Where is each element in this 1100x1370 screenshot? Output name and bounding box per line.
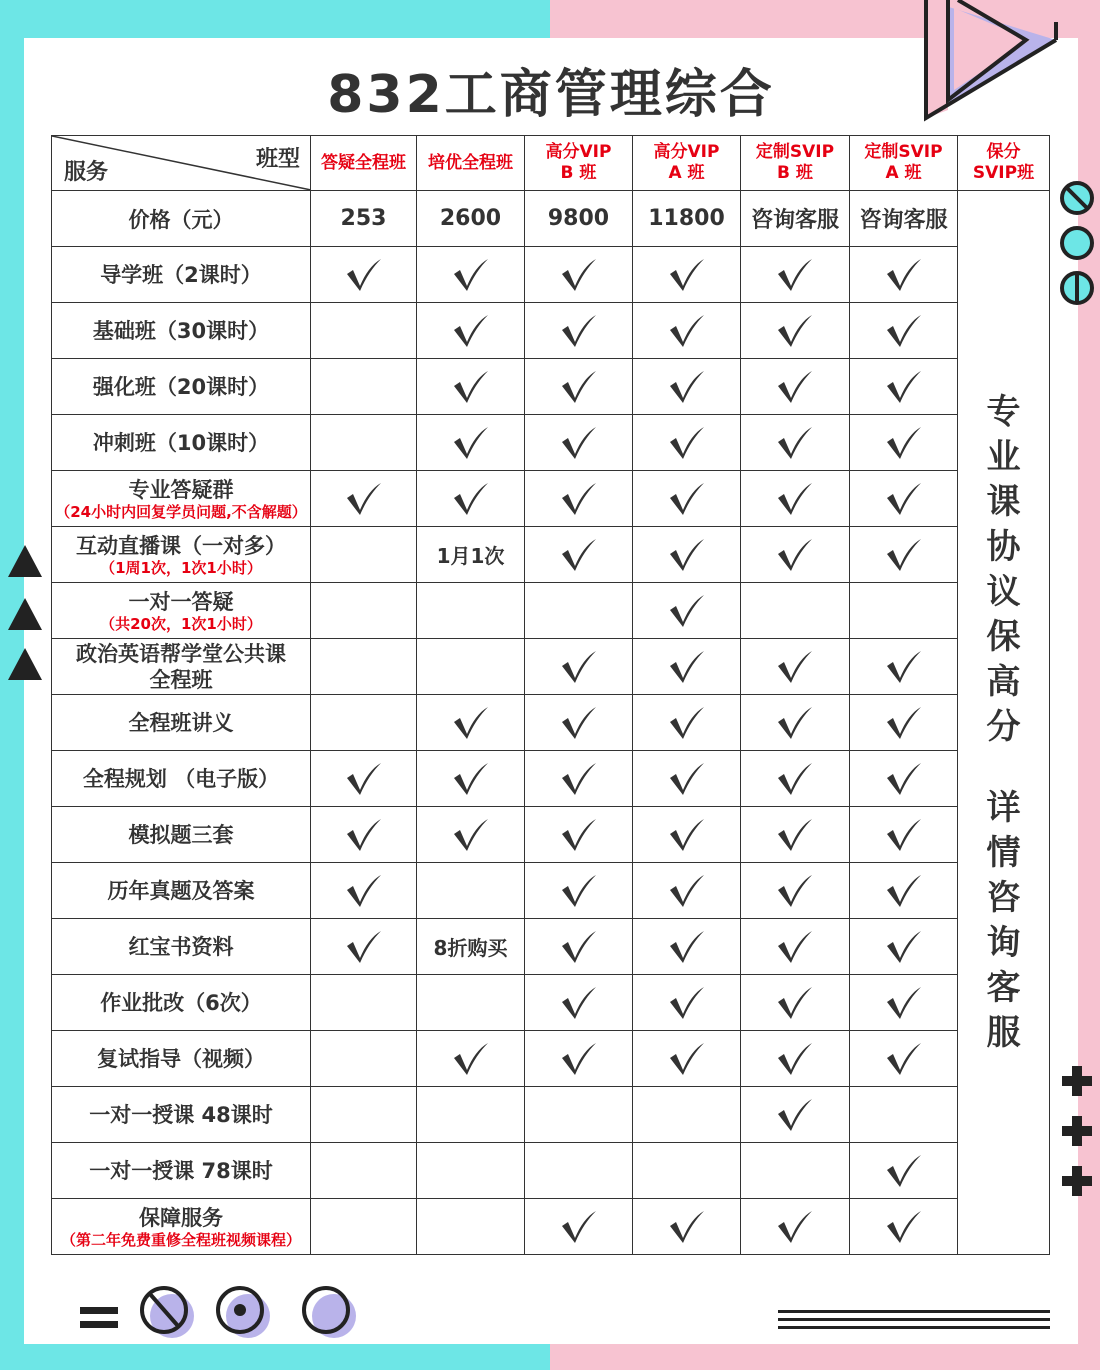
checkmark-icon bbox=[668, 650, 706, 684]
class-header-line: B 班 bbox=[777, 163, 813, 183]
table-cell bbox=[525, 639, 633, 695]
checkmark-icon bbox=[776, 482, 814, 516]
table-cell bbox=[525, 247, 633, 303]
table-cell bbox=[417, 1087, 525, 1143]
service-name: 红宝书资料 bbox=[128, 934, 234, 959]
price-value: 2600 bbox=[417, 191, 525, 247]
checkmark-icon bbox=[668, 314, 706, 348]
table-cell bbox=[311, 695, 417, 751]
equals-icon bbox=[80, 1305, 120, 1331]
table-cell bbox=[850, 527, 958, 583]
table-cell bbox=[850, 751, 958, 807]
table-cell bbox=[525, 1199, 633, 1255]
table-cell bbox=[311, 359, 417, 415]
service-name: 作业批改（6次） bbox=[100, 990, 262, 1015]
checkmark-icon bbox=[452, 706, 490, 740]
checkmark-icon bbox=[776, 314, 814, 348]
table-cell bbox=[417, 471, 525, 527]
table-cell bbox=[311, 863, 417, 919]
checkmark-icon bbox=[668, 1210, 706, 1244]
checkmark-icon bbox=[885, 482, 923, 516]
checkmark-icon bbox=[560, 762, 598, 796]
checkmark-icon bbox=[668, 258, 706, 292]
service-note: （第二年免费重修全程班视频课程） bbox=[60, 1230, 301, 1249]
table-cell bbox=[311, 807, 417, 863]
triangle-marker-icon bbox=[8, 598, 42, 630]
table-cell bbox=[417, 863, 525, 919]
checkmark-icon bbox=[560, 482, 598, 516]
checkmark-icon bbox=[885, 650, 923, 684]
table-row bbox=[52, 975, 1050, 1031]
checkmark-icon bbox=[776, 1098, 814, 1132]
class-header-line: B 班 bbox=[560, 163, 597, 183]
table-cell bbox=[741, 247, 850, 303]
service-label bbox=[52, 471, 311, 527]
service-name: 导学班（2课时） bbox=[100, 262, 262, 287]
table-cell bbox=[633, 1199, 741, 1255]
table-cell bbox=[741, 583, 850, 639]
checkmark-icon bbox=[452, 818, 490, 852]
table-cell bbox=[311, 527, 417, 583]
table-cell bbox=[850, 807, 958, 863]
checkmark-icon bbox=[776, 1042, 814, 1076]
service-label bbox=[52, 1199, 311, 1255]
table-cell bbox=[525, 695, 633, 751]
service-note: （1周1次，1次1小时） bbox=[100, 558, 262, 577]
service-name: 冲刺班（10课时） bbox=[92, 430, 270, 455]
service-name: 政治英语帮学堂公共课 bbox=[76, 641, 286, 666]
checkmark-icon bbox=[560, 1210, 598, 1244]
table-cell bbox=[633, 359, 741, 415]
class-header-1 bbox=[311, 136, 417, 191]
table-cell bbox=[525, 751, 633, 807]
service-label bbox=[52, 303, 311, 359]
checkmark-icon bbox=[668, 986, 706, 1020]
table-cell bbox=[633, 639, 741, 695]
checkmark-icon bbox=[668, 482, 706, 516]
checkmark-icon bbox=[776, 370, 814, 404]
table-cell bbox=[311, 471, 417, 527]
checkmark-icon bbox=[452, 370, 490, 404]
corner-bottom-label: 服务 bbox=[64, 160, 109, 185]
checkmark-icon bbox=[776, 1210, 814, 1244]
table-cell bbox=[311, 975, 417, 1031]
checkmark-icon bbox=[885, 706, 923, 740]
table-row bbox=[52, 1087, 1050, 1143]
table-cell bbox=[417, 975, 525, 1031]
class-header-line: 高分VIP bbox=[653, 142, 720, 162]
checkmark-icon bbox=[776, 874, 814, 908]
checkmark-icon bbox=[776, 538, 814, 572]
table-cell bbox=[525, 863, 633, 919]
triangle-marker-icon bbox=[8, 545, 42, 577]
table-row bbox=[52, 359, 1050, 415]
checkmark-icon bbox=[776, 426, 814, 460]
class-header-2 bbox=[417, 136, 525, 191]
table-cell bbox=[633, 1031, 741, 1087]
table-cell bbox=[525, 471, 633, 527]
checkmark-icon bbox=[345, 258, 383, 292]
table-cell: 8折购买 bbox=[417, 919, 525, 975]
checkmark-icon bbox=[452, 426, 490, 460]
checkmark-icon bbox=[560, 874, 598, 908]
table-cell bbox=[741, 359, 850, 415]
checkmark-icon bbox=[560, 370, 598, 404]
guarantee-note-cell bbox=[958, 191, 1050, 1255]
table-cell bbox=[741, 919, 850, 975]
bottom-circle-decorations bbox=[136, 1284, 366, 1342]
service-name: 全程规划 （电子版） bbox=[82, 766, 280, 791]
table-cell bbox=[633, 247, 741, 303]
table-row bbox=[52, 247, 1050, 303]
table-row bbox=[52, 471, 1050, 527]
checkmark-icon bbox=[668, 874, 706, 908]
table-cell bbox=[417, 639, 525, 695]
page-title: 832工商管理综合 bbox=[327, 65, 775, 125]
price-value: 11800 bbox=[633, 191, 741, 247]
checkmark-icon bbox=[885, 930, 923, 964]
table-cell bbox=[417, 807, 525, 863]
table-cell bbox=[417, 1031, 525, 1087]
table-cell bbox=[525, 359, 633, 415]
class-header-3 bbox=[525, 136, 633, 191]
service-name: 专业答疑群 bbox=[128, 477, 234, 502]
service-name: 模拟题三套 bbox=[128, 822, 234, 847]
table-row bbox=[52, 807, 1050, 863]
guarantee-note bbox=[984, 390, 1024, 1056]
price-label: 价格（元） bbox=[52, 191, 311, 247]
checkmark-icon bbox=[452, 258, 490, 292]
guarantee-note-line: 详情咨询客服 bbox=[986, 787, 1021, 1053]
table-cell bbox=[525, 1143, 633, 1199]
service-note: （24小时内回复学员问题,不含解题） bbox=[55, 502, 307, 521]
table-cell bbox=[850, 415, 958, 471]
service-name: 保障服务 bbox=[139, 1205, 223, 1230]
checkmark-icon bbox=[885, 1210, 923, 1244]
table-cell bbox=[741, 975, 850, 1031]
table-cell bbox=[417, 695, 525, 751]
checkmark-icon bbox=[776, 706, 814, 740]
checkmark-icon bbox=[452, 482, 490, 516]
class-header-line: 保分 bbox=[986, 142, 1021, 162]
price-value: 咨询客服 bbox=[850, 191, 958, 247]
table-cell bbox=[417, 303, 525, 359]
service-name: 复试指导（视频） bbox=[97, 1046, 265, 1071]
checkmark-icon bbox=[668, 762, 706, 796]
class-header-line: 培优全程班 bbox=[428, 152, 513, 173]
service-label bbox=[52, 247, 311, 303]
class-header-line: A 班 bbox=[885, 163, 922, 183]
checkmark-icon bbox=[560, 314, 598, 348]
checkmark-icon bbox=[776, 818, 814, 852]
table-cell bbox=[633, 415, 741, 471]
table-row bbox=[52, 527, 1050, 583]
table-cell bbox=[525, 527, 633, 583]
table-cell bbox=[741, 1031, 850, 1087]
table-row bbox=[52, 415, 1050, 471]
class-header-4 bbox=[633, 136, 741, 191]
table-cell bbox=[311, 639, 417, 695]
checkmark-icon bbox=[885, 986, 923, 1020]
service-label bbox=[52, 1087, 311, 1143]
table-row bbox=[52, 1031, 1050, 1087]
table-cell bbox=[850, 583, 958, 639]
service-label bbox=[52, 1031, 311, 1087]
checkmark-icon bbox=[345, 482, 383, 516]
checkmark-icon bbox=[560, 650, 598, 684]
table-cell bbox=[741, 415, 850, 471]
checkmark-icon bbox=[885, 762, 923, 796]
table-cell bbox=[633, 1087, 741, 1143]
checkmark-icon bbox=[452, 762, 490, 796]
table-cell bbox=[633, 751, 741, 807]
table-row bbox=[52, 303, 1050, 359]
table-cell bbox=[311, 1199, 417, 1255]
checkmark-icon bbox=[885, 370, 923, 404]
table-cell bbox=[850, 695, 958, 751]
table-row bbox=[52, 695, 1050, 751]
table-cell bbox=[525, 415, 633, 471]
table-cell bbox=[850, 1087, 958, 1143]
course-comparison-table bbox=[51, 135, 1050, 1255]
checkmark-icon bbox=[668, 818, 706, 852]
checkmark-icon bbox=[452, 314, 490, 348]
table-cell bbox=[417, 1143, 525, 1199]
table-cell bbox=[741, 303, 850, 359]
table-cell bbox=[741, 695, 850, 751]
checkmark-icon bbox=[776, 762, 814, 796]
class-header-line: 答疑全程班 bbox=[321, 152, 406, 173]
service-name: 一对一授课 48课时 bbox=[89, 1102, 273, 1127]
table-cell bbox=[741, 639, 850, 695]
table-cell bbox=[850, 639, 958, 695]
class-header-6 bbox=[850, 136, 958, 191]
table-cell bbox=[311, 919, 417, 975]
table-row bbox=[52, 751, 1050, 807]
table-cell bbox=[311, 247, 417, 303]
header-row bbox=[52, 136, 1050, 191]
table-cell bbox=[741, 1143, 850, 1199]
table-cell bbox=[311, 1031, 417, 1087]
table-cell bbox=[850, 863, 958, 919]
guarantee-note-line: 专业课协议保高分 bbox=[986, 391, 1021, 747]
class-header-line: 高分VIP bbox=[545, 142, 612, 162]
service-note: （共20次，1次1小时） bbox=[100, 614, 262, 633]
table-cell bbox=[525, 303, 633, 359]
price-value: 253 bbox=[311, 191, 417, 247]
table-cell bbox=[741, 751, 850, 807]
service-name: 强化班（20课时） bbox=[92, 374, 270, 399]
checkmark-icon bbox=[668, 370, 706, 404]
service-label bbox=[52, 527, 311, 583]
triangle-marker-icon bbox=[8, 648, 42, 680]
service-label bbox=[52, 639, 311, 695]
checkmark-icon bbox=[776, 258, 814, 292]
table-cell bbox=[311, 1087, 417, 1143]
service-label bbox=[52, 695, 311, 751]
table-cell bbox=[311, 751, 417, 807]
corner-cell bbox=[52, 136, 311, 191]
checkmark-icon bbox=[345, 874, 383, 908]
class-header-line: SVIP班 bbox=[972, 163, 1035, 183]
table-cell bbox=[633, 975, 741, 1031]
checkmark-icon bbox=[560, 426, 598, 460]
price-value: 9800 bbox=[525, 191, 633, 247]
table-cell bbox=[417, 583, 525, 639]
table-cell bbox=[417, 1199, 525, 1255]
table-row bbox=[52, 639, 1050, 695]
table-cell bbox=[525, 1031, 633, 1087]
table-cell bbox=[741, 1199, 850, 1255]
table-cell bbox=[633, 1143, 741, 1199]
service-name: 历年真题及答案 bbox=[107, 878, 255, 903]
checkmark-icon bbox=[668, 1042, 706, 1076]
service-name: 一对一授课 78课时 bbox=[89, 1158, 273, 1183]
table-cell bbox=[850, 1031, 958, 1087]
table-cell bbox=[850, 975, 958, 1031]
table-row bbox=[52, 1199, 1050, 1255]
checkmark-icon bbox=[885, 426, 923, 460]
checkmark-icon bbox=[668, 426, 706, 460]
table-cell bbox=[525, 975, 633, 1031]
checkmark-icon bbox=[560, 706, 598, 740]
service-label bbox=[52, 415, 311, 471]
checkmark-icon bbox=[885, 818, 923, 852]
checkmark-icon bbox=[560, 1042, 598, 1076]
class-header-5 bbox=[741, 136, 850, 191]
checkmark-icon bbox=[885, 874, 923, 908]
checkmark-icon bbox=[776, 930, 814, 964]
table-cell bbox=[633, 527, 741, 583]
table-cell bbox=[311, 1143, 417, 1199]
table-row bbox=[52, 863, 1050, 919]
table-cell bbox=[633, 807, 741, 863]
table-cell bbox=[525, 807, 633, 863]
checkmark-icon bbox=[345, 930, 383, 964]
table-cell bbox=[525, 583, 633, 639]
checkmark-icon bbox=[885, 538, 923, 572]
price-value: 咨询客服 bbox=[741, 191, 850, 247]
checkmark-icon bbox=[668, 706, 706, 740]
table-cell bbox=[311, 415, 417, 471]
checkmark-icon bbox=[560, 258, 598, 292]
service-name: 互动直播课（一对多） bbox=[76, 533, 286, 558]
checkmark-icon bbox=[560, 818, 598, 852]
plus-decorations bbox=[1060, 1064, 1096, 1200]
price-row bbox=[52, 191, 1050, 247]
table-cell bbox=[850, 1199, 958, 1255]
checkmark-icon bbox=[885, 258, 923, 292]
checkmark-icon bbox=[560, 538, 598, 572]
checkmark-icon bbox=[885, 314, 923, 348]
corner-top-label: 班型 bbox=[255, 147, 300, 172]
checkmark-icon bbox=[560, 930, 598, 964]
table-row bbox=[52, 583, 1050, 639]
table-cell bbox=[633, 863, 741, 919]
table-cell bbox=[417, 359, 525, 415]
table-cell bbox=[311, 583, 417, 639]
table-cell bbox=[633, 919, 741, 975]
service-label bbox=[52, 751, 311, 807]
class-header-line: 定制SVIP bbox=[755, 142, 835, 162]
checkmark-icon bbox=[345, 762, 383, 796]
checkmark-icon bbox=[452, 1042, 490, 1076]
table-cell bbox=[850, 919, 958, 975]
service-label bbox=[52, 807, 311, 863]
checkmark-icon bbox=[668, 538, 706, 572]
class-header-line: 定制SVIP bbox=[864, 142, 943, 162]
table-cell bbox=[850, 359, 958, 415]
checkmark-icon bbox=[668, 930, 706, 964]
table-cell bbox=[850, 247, 958, 303]
service-name: 全程班讲义 bbox=[128, 710, 234, 735]
service-name: 全程班 bbox=[149, 667, 213, 692]
striped-lines-decoration bbox=[778, 1310, 1052, 1332]
table-cell bbox=[633, 695, 741, 751]
service-label bbox=[52, 863, 311, 919]
service-label bbox=[52, 359, 311, 415]
table-row bbox=[52, 919, 1050, 975]
service-label bbox=[52, 919, 311, 975]
class-header-line: A 班 bbox=[668, 163, 705, 183]
service-name: 基础班（30课时） bbox=[92, 318, 270, 343]
table-cell bbox=[417, 751, 525, 807]
service-label bbox=[52, 1143, 311, 1199]
table-cell bbox=[741, 863, 850, 919]
table-cell bbox=[525, 1087, 633, 1143]
table-cell bbox=[417, 415, 525, 471]
service-label bbox=[52, 975, 311, 1031]
table-cell bbox=[850, 303, 958, 359]
table-cell bbox=[633, 303, 741, 359]
table-cell bbox=[311, 303, 417, 359]
circle-decorations bbox=[1058, 178, 1098, 306]
class-header-7 bbox=[958, 136, 1050, 191]
service-name: 一对一答疑 bbox=[128, 589, 234, 614]
checkmark-icon bbox=[885, 1154, 923, 1188]
table-cell bbox=[741, 1087, 850, 1143]
checkmark-icon bbox=[776, 986, 814, 1020]
table-cell bbox=[633, 583, 741, 639]
table-cell bbox=[741, 807, 850, 863]
checkmark-icon bbox=[885, 1042, 923, 1076]
table-cell bbox=[850, 471, 958, 527]
table-row bbox=[52, 1143, 1050, 1199]
checkmark-icon bbox=[560, 986, 598, 1020]
table-cell: 1月1次 bbox=[417, 527, 525, 583]
checkmark-icon bbox=[776, 650, 814, 684]
service-label bbox=[52, 583, 311, 639]
table-cell bbox=[850, 1143, 958, 1199]
table-cell bbox=[417, 247, 525, 303]
table-cell bbox=[741, 471, 850, 527]
table-cell bbox=[525, 919, 633, 975]
checkmark-icon bbox=[668, 594, 706, 628]
table-cell bbox=[633, 471, 741, 527]
checkmark-icon bbox=[345, 818, 383, 852]
table-cell bbox=[741, 527, 850, 583]
